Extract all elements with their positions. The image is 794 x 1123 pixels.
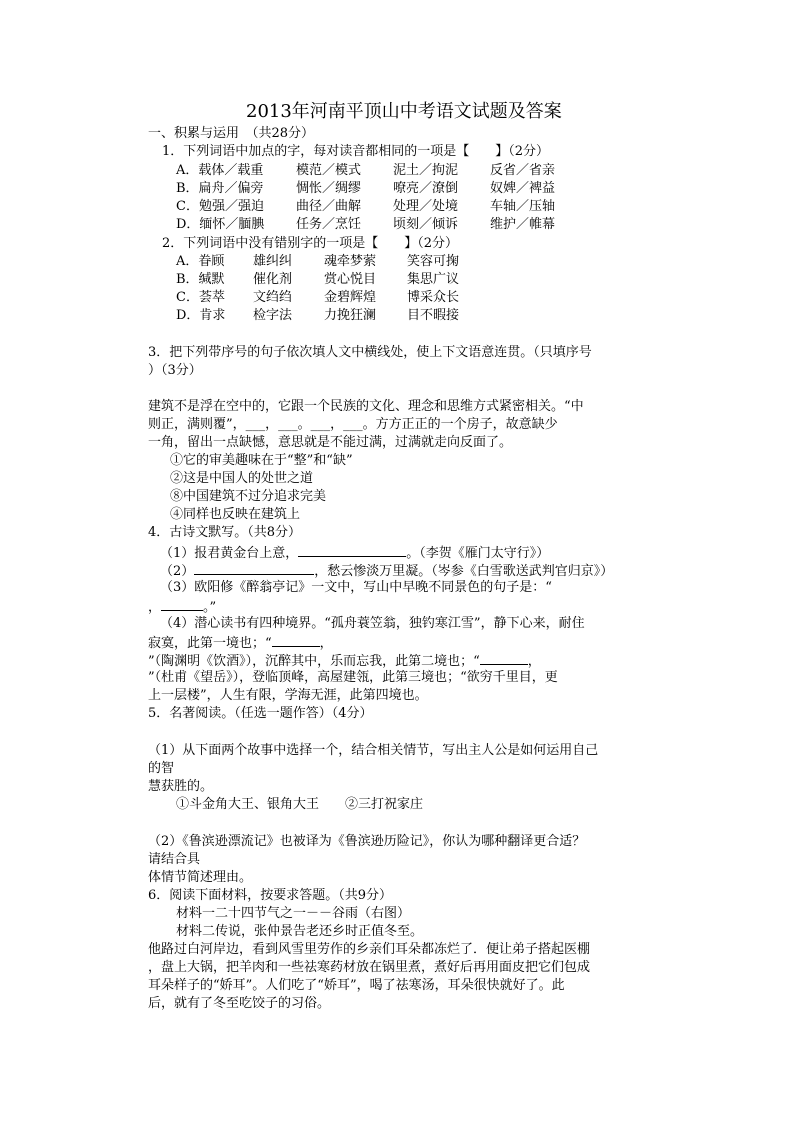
section-heading: 一、积累与运用 （共28分） <box>148 126 315 141</box>
q5-part-2-line-2: 请结合具 <box>148 852 201 867</box>
q4-line-3b-post: 。” <box>203 600 217 615</box>
q1-option-a-3: 泥土／拘泥 <box>393 163 459 178</box>
q3-passage-line-1: 建筑不是浮在空中的，它跟一个民族的文化、理念和思维方式紧密相关。“中 <box>148 399 584 414</box>
question-5-stem: 5．名著阅读。（任选一题作答）（4分） <box>148 706 373 721</box>
q1-option-d-4: 维护／帷幕 <box>490 217 556 232</box>
q4-line-4d: ”（杜甫《望岳》），登临顶峰，高屋建瓴，此第三境也；“欲穷千里目，更 <box>148 670 558 685</box>
q5-part-2-line-3: 体情节简述理由。 <box>148 870 253 885</box>
q4-line-1-source: 。（李贺《雁门太守行》） <box>406 546 550 561</box>
q4-line-4b-text: 寂寞，此第一境也；“ <box>148 636 272 651</box>
q1-option-b-3: 嘹亮／潦倒 <box>393 181 459 196</box>
q1-option-a-2: 模范／模式 <box>296 163 362 178</box>
q1-option-c-3: 处理／处境 <box>393 199 459 214</box>
q2-option-a-4: 笑容可掬 <box>407 254 460 269</box>
q3-passage-line-2: 则正，满则覆”，___，___。___，___。方方正正的一个房子，故意缺少 <box>148 417 558 432</box>
q4-line-3b <box>148 597 216 616</box>
q1-option-b-1: B．扁舟／偏旁 <box>176 181 264 196</box>
q1-option-a-1: A．载体／载重 <box>176 163 264 178</box>
q2-option-b-4: 集思广议 <box>407 272 460 287</box>
q2-option-c-2: 文绉绉 <box>253 290 293 305</box>
q2-option-b-3: 赏心悦目 <box>324 272 377 287</box>
q5-part-2-line-1: （2）《鲁滨逊漂流记》也被译为《鲁滨逊历险记》，你认为哪种翻译更合适？ <box>148 834 586 849</box>
q1-option-b-2: 惆怅／绸缪 <box>296 181 362 196</box>
question-2-stem: 2．下列词语中没有错别字的一项是【 】（2分） <box>162 236 459 251</box>
q2-option-b-1: B．缄默 <box>176 272 225 287</box>
q1-option-b-4: 奴婢／裨益 <box>490 181 556 196</box>
q3-item-3: ⑧中国建筑不过分追求完美 <box>170 489 327 504</box>
q4-line-1 <box>160 543 549 562</box>
answer-blank-3[interactable] <box>161 597 203 611</box>
q2-option-d-4: 目不暇接 <box>407 308 460 323</box>
answer-blank-4[interactable] <box>272 633 320 647</box>
question-4-stem: 4．古诗文默写。（共8分） <box>148 525 302 540</box>
q3-passage-line-3: 一角，留出一点缺憾，意思就是不能过满，过满就走向反面了。 <box>148 435 513 450</box>
answer-blank-2[interactable] <box>194 561 314 575</box>
q2-option-c-1: C．荟萃 <box>176 290 225 305</box>
q1-option-c-2: 曲径／曲解 <box>296 199 362 214</box>
q6-text-line-2: ，盘上大锅，把羊肉和一些祛寒药材放在锅里煮，煮好后再用面皮把它们包成 <box>148 960 591 975</box>
q1-option-d-3: 顷刻／倾诉 <box>393 217 459 232</box>
q1-option-d-2: 任务／烹饪 <box>296 217 362 232</box>
q6-text-line-3: 耳朵样子的“娇耳”。人们吃了“娇耳”，喝了祛寒汤，耳朵很快就好了。此 <box>148 978 565 993</box>
q4-line-4e: 上一层楼”，人生有限，学海无涯，此第四境也。 <box>148 688 428 703</box>
q6-text-line-4: 后，就有了冬至吃饺子的习俗。 <box>148 996 331 1011</box>
q5-part-1-choices: ①斗金角大王、银角大王 ②三打祝家庄 <box>176 797 424 812</box>
q4-line-2-source: ，愁云惨淡万里凝。（岑参《白雪歌送武判官归京》） <box>314 564 614 579</box>
q4-line-1-text: （1）报君黄金台上意， <box>160 546 299 561</box>
q2-option-a-1: A．眷顾 <box>176 254 225 269</box>
q4-line-4b <box>148 633 333 652</box>
question-3-stem: 3．把下列带序号的句子依次填人文中横线处，使上下文语意连贯。（只填序号 <box>148 345 592 360</box>
q1-option-c-1: C．勉强／强迫 <box>176 199 264 214</box>
answer-blank-1[interactable] <box>298 543 406 557</box>
question-6-stem: 6．阅读下面材料，按要求答题。（共9分） <box>148 888 393 903</box>
q4-line-2 <box>160 561 613 580</box>
q4-line-2-text: （2） <box>160 564 195 579</box>
q5-part-1-line-2: 的智 <box>148 761 175 776</box>
q2-option-d-2: 检字法 <box>253 308 293 323</box>
q4-line-4c-text: ”（陶渊明《饮酒》），沉醉其中，乐而忘我，此第二境也；“ <box>148 654 480 669</box>
answer-blank-5[interactable] <box>480 651 528 665</box>
q5-part-1-line-3: 慧获胜的。 <box>148 779 214 794</box>
q1-option-a-4: 反省／省亲 <box>490 163 556 178</box>
page-title: 2013年河南平顶山中考语文试题及答案 <box>246 101 562 122</box>
question-3-stem-cont: ）（3分） <box>148 363 202 378</box>
q4-line-4a: （4）潜心读书有四种境界。“孤舟蓑笠翁，独钓寒江雪”，静下心来，耐住 <box>160 616 585 631</box>
q2-option-d-3: 力挽狂澜 <box>324 308 377 323</box>
q2-option-d-1: D．肯求 <box>176 308 226 323</box>
q3-item-2: ②这是中国人的处世之道 <box>170 471 314 486</box>
q6-material-1: 材料一二十四节气之一－－谷雨（右图） <box>176 906 411 921</box>
q2-option-a-2: 雄纠纠 <box>253 254 293 269</box>
q3-item-4: ④同样也反映在建筑上 <box>170 507 301 522</box>
q5-part-1-line-1: （1）从下面两个故事中选择一个，结合相关情节，写出主人公是如何运用自己 <box>148 743 599 758</box>
q4-line-3: （3）欧阳修《醉翁亭记》一文中，写山中早晚不同景色的句子是：“ <box>160 580 552 595</box>
q1-option-d-1: D．缅怀／腼腆 <box>176 217 265 232</box>
q4-line-4c <box>148 651 541 670</box>
q2-option-c-3: 金碧辉煌 <box>324 290 377 305</box>
q4-line-3b-pre: ， <box>148 600 162 615</box>
q2-option-b-2: 催化剂 <box>253 272 293 287</box>
q4-line-4c-post: ， <box>527 654 541 669</box>
q6-text-line-1: 他路过白河岸边，看到风雪里劳作的乡亲们耳朵都冻烂了．便让弟子搭起医棚 <box>148 942 591 957</box>
q2-option-c-4: 博采众长 <box>407 290 460 305</box>
q3-item-1: ①它的审美趣味在于“整”和“缺” <box>170 453 353 468</box>
q4-line-4b-post: ， <box>319 636 333 651</box>
q1-option-c-4: 车轴／压轴 <box>490 199 556 214</box>
question-1-stem: 1．下列词语中加点的字，每对读音都相同的一项是【 】（2分） <box>162 144 550 159</box>
q2-option-a-3: 魂牵梦萦 <box>324 254 377 269</box>
q6-material-2: 材料二传说，张仲景告老还乡时正值冬至。 <box>176 924 424 939</box>
